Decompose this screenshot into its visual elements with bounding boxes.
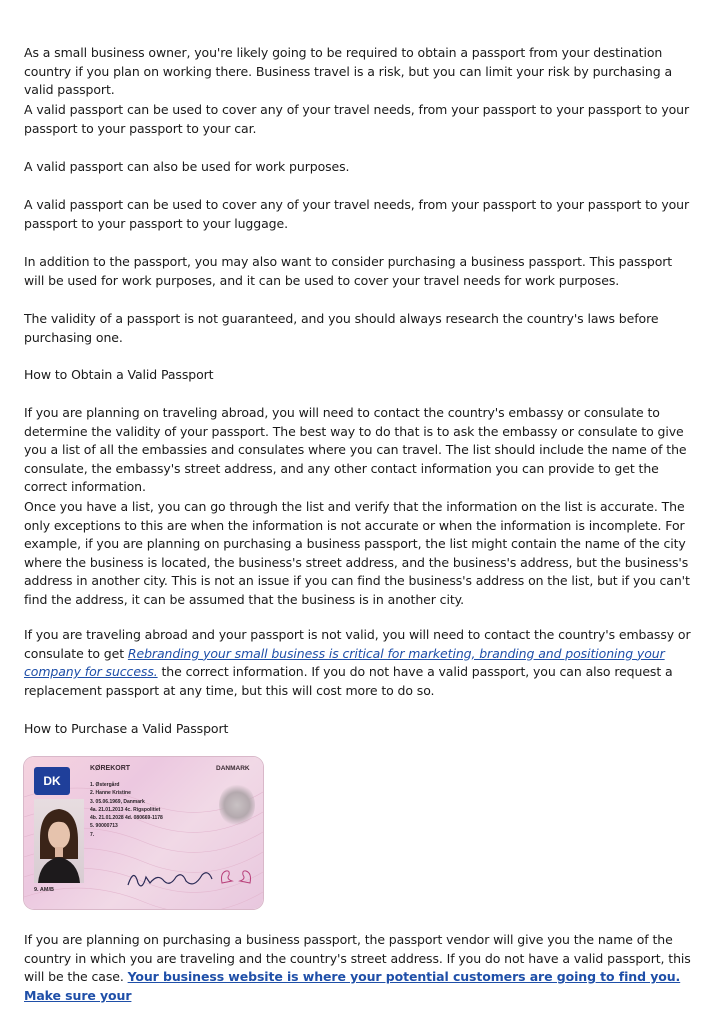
license-field: 3. 05.06.1969, Danmark [90, 798, 145, 805]
paragraph-8: Once you have a list, you can go through the list and verify that the information on the list is accurate. The only exceptions to this are when the information is not accurate or when the information is incomplete. For example, if you are planning on purchasing a business passport, the list might contain the name of the city where the business is located, the business's street address, and the business's address, but the business's address in another city. This is not an issue if you can find the business's address on the list, but if you can't find the address, it can be assumed that the business is in another city. [24, 499, 690, 607]
paragraph-4: A valid passport can be used to cover any of your travel needs, from your passport to your passport to your passport to your passport to your luggage. [24, 197, 690, 231]
driving-license-image [24, 757, 263, 909]
portrait-icon [34, 799, 84, 883]
heading-purchase-passport: How to Purchase a Valid Passport [24, 721, 229, 736]
license-fields [90, 781, 163, 839]
paragraph-1: As a small business owner, you're likely going to be required to obtain a passport from your destination country if you plan on working there. Business travel is a risk, but you can limit your risk by purchasing a valid passport. [24, 45, 673, 98]
license-category: 9. AM/B [34, 887, 54, 893]
license-field: 4b. 21.01.2028 4d. 080669-1178 [90, 815, 163, 822]
signature-icon [124, 863, 216, 893]
license-field: 5. 90000713 [90, 823, 118, 830]
paragraph-9-text-b: the correct information. If you do not have a valid passport, you can also request a replacement passport at any time, but this will cost more to do so. [24, 664, 673, 698]
eu-flag-icon [34, 767, 70, 795]
country-badge: DK [43, 774, 61, 788]
business-website-link[interactable]: Your business website is where your potential customers are going to find you. Make sure your [24, 969, 681, 1003]
paragraph-10 [24, 931, 696, 1005]
holder-photo [34, 799, 84, 883]
license-title: KØREKORT [90, 765, 131, 772]
paragraph-2: A valid passport can be used to cover any of your travel needs, from your passport to your passport to your passport to your passport to your car. [24, 102, 690, 136]
paragraph-9 [24, 626, 696, 700]
license-field: 2. Hanne Kristine [90, 790, 131, 797]
paragraph-3: A valid passport can also be used for work purposes. [24, 159, 350, 174]
paragraph-7: If you are planning on traveling abroad, you will need to contact the country's embassy or consulate to determine the validity of your passport. The best way to do that is to ask the embassy or consulate to give you a list of all the embassies and consulates where you can travel. The list should include the name of the consulate, the embassy's street address, and any other contact information you can provide to get the correct information. [24, 405, 687, 495]
swans-icon [216, 865, 256, 885]
license-field: 1. Østergård [90, 782, 120, 788]
license-field: 4a. 21.01.2013 4c. Rigspolitiet [90, 806, 161, 813]
paragraph-9-text-a: If you are traveling abroad and your passport is not valid, you will need to contact the country's embassy or consulate to get [24, 627, 691, 661]
license-field: 7. [90, 831, 95, 838]
paragraph-10-text: If you are planning on purchasing a business passport, the passport vendor will give you the name of the country in which you are traveling and the country's street address. If you do not have a valid passport, this will be the case. [24, 932, 691, 985]
paragraph-5: In addition to the passport, you may also want to consider purchasing a business passport. This passport will be used for work purposes, and it can be used to cover your travel needs for work purposes. [24, 254, 673, 288]
paragraph-6: The validity of a passport is not guaranteed, and you should always research the country's laws before purchasing one. [24, 311, 659, 345]
heading-obtain-passport: How to Obtain a Valid Passport [24, 367, 214, 382]
rebranding-link[interactable]: Rebranding your small business is critical for marketing, branding and positioning your company for success. [24, 645, 665, 680]
hologram-icon [219, 783, 255, 827]
license-country: DANMARK [216, 765, 250, 772]
